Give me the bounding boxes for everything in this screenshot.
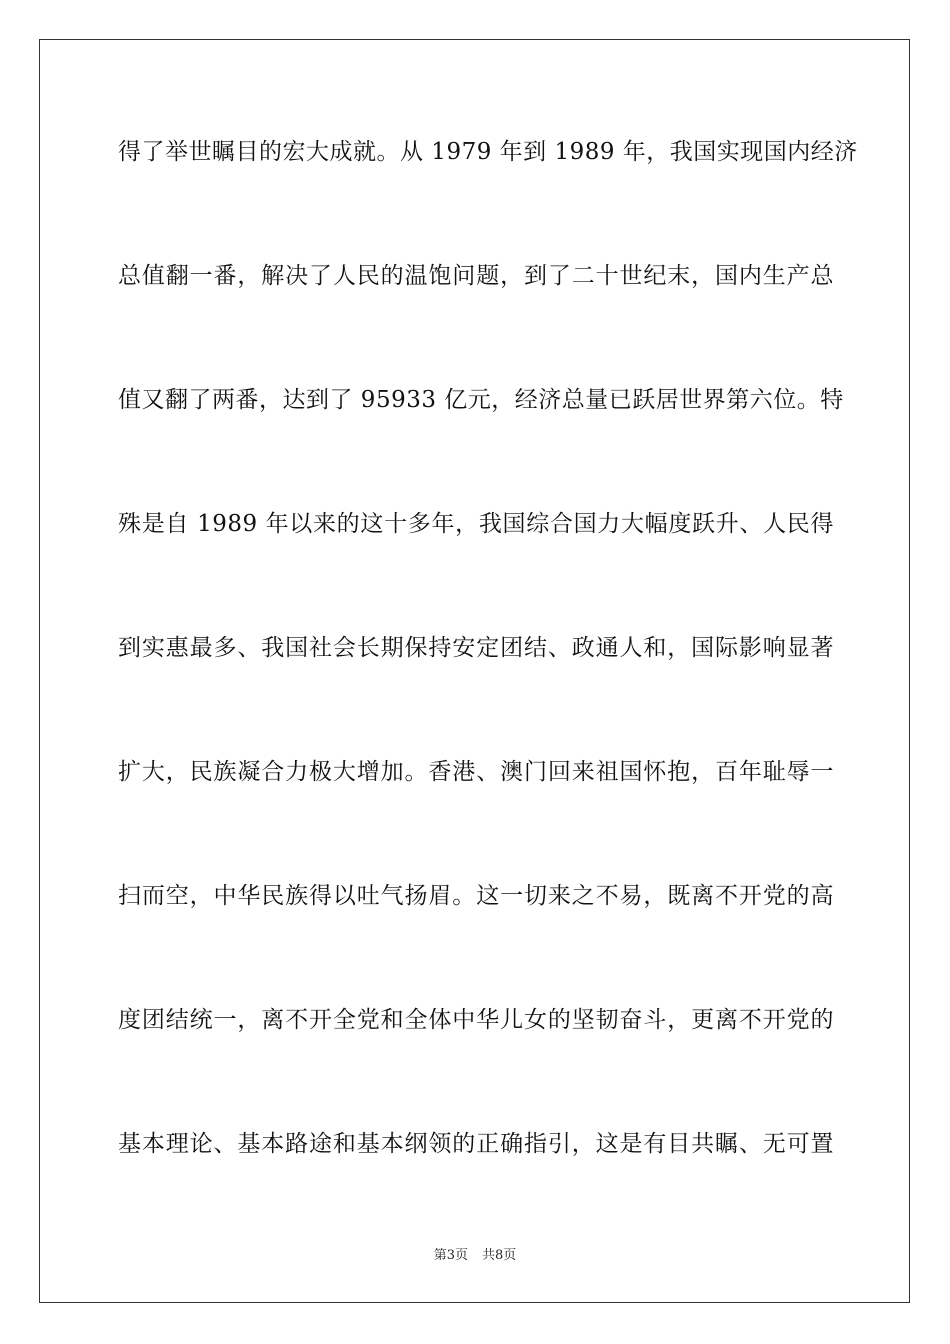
text-line: 到实惠最多、我国社会长期保持安定团结、政通人和，国际影响显著 (118, 635, 834, 661)
text-line: 值又翻了两番，达到了 95933 亿元，经济总量已跃居世界第六位。特 (118, 387, 844, 413)
text-line: 扩大，民族凝合力极大增加。香港、澳门回来祖国怀抱，百年耻辱一 (118, 759, 834, 785)
text-line: 度团结统一，离不开全党和全体中华儿女的坚韧奋斗，更离不开党的 (118, 1007, 834, 1033)
text-line: 殊是自 1989 年以来的这十多年，我国综合国力大幅度跃升、人民得 (118, 511, 834, 537)
body-text (118, 121, 858, 1237)
current-page-number: 第3页 (433, 1248, 468, 1263)
text-line: 基本理论、基本路途和基本纲领的正确指引，这是有目共瞩、无可置 (118, 1131, 834, 1157)
page-footer (0, 1247, 950, 1265)
total-page-count: 共8页 (482, 1248, 517, 1263)
text-line: 总值翻一番，解决了人民的温饱问题，到了二十世纪末，国内生产总 (118, 263, 834, 289)
text-line: 扫而空，中华民族得以吐气扬眉。这一切来之不易，既离不开党的高 (118, 883, 834, 909)
text-line: 得了举世瞩目的宏大成就。从 1979 年到 1989 年，我国实现国内经济 (118, 139, 858, 165)
